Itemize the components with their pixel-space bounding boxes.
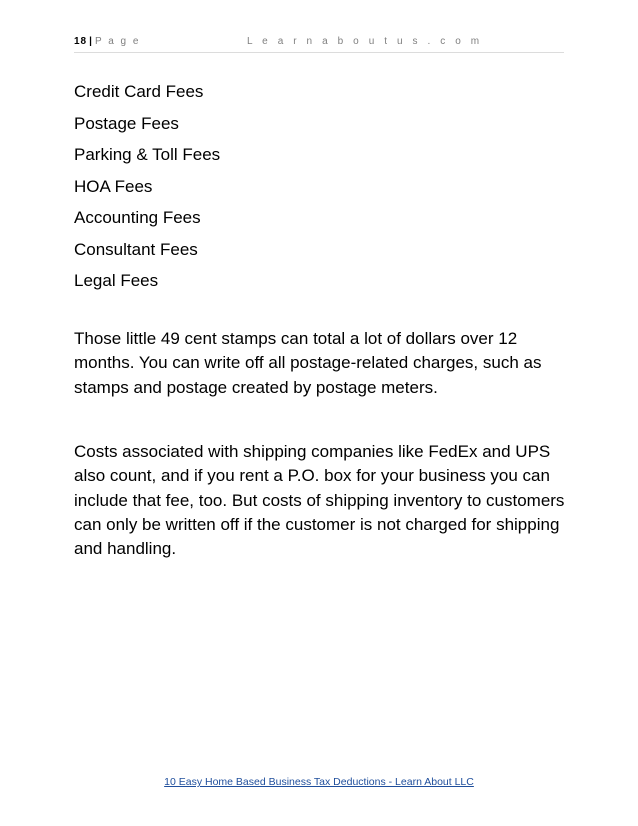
page-number-label: [74, 36, 140, 47]
list-item: HOA Fees: [74, 176, 153, 196]
page-number: 18: [74, 36, 88, 47]
postage-paragraph: Those little 49 cent stamps can total a lot of dollars over 12 months. You can write off all postage-related charges, such as stamps and postage created by postage meters.: [74, 329, 542, 397]
list-item: Parking & Toll Fees: [74, 145, 221, 164]
header-separator: |: [89, 36, 93, 47]
list-item: Accounting Fees: [74, 208, 201, 227]
fee-list: [74, 76, 220, 297]
footer-link[interactable]: 10 Easy Home Based Business Tax Deductions - Learn About LLC: [164, 776, 474, 788]
list-item: Postage Fees: [74, 113, 179, 133]
shipping-paragraph: Costs associated with shipping companies like FedEx and UPS also count, and if you rent a P.O. box for your business you can include that fee, too. But costs of shipping inventory to customers can only be written off if the customer is not charged for shipping and handling.: [74, 442, 565, 559]
page-header: [74, 36, 564, 53]
list-item: Consultant Fees: [74, 239, 198, 259]
site-name: L e a r n a b o u t u s . c o m: [247, 36, 483, 47]
list-item: Credit Card Fees: [74, 82, 204, 101]
page-word: P a g e: [94, 36, 141, 47]
list-item: Legal Fees: [74, 271, 159, 290]
